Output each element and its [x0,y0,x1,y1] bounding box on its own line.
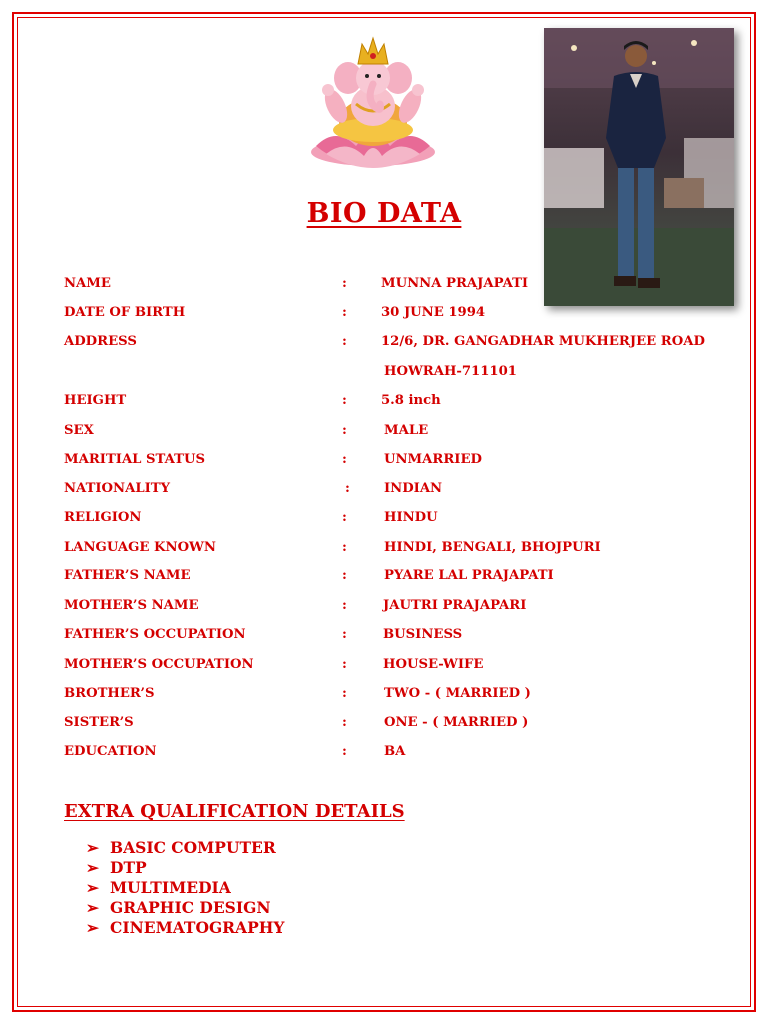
qualification-item [86,918,486,938]
field-row-nationality [64,481,744,501]
field-label: RELIGION [64,510,142,525]
field-separator: : [342,598,347,613]
field-value: HOUSE-WIFE [383,657,484,672]
field-row-dob [64,305,744,325]
field-value: BA [384,744,406,759]
field-row-brothers [64,686,744,706]
field-label: LANGUAGE KNOWN [64,540,216,555]
field-label: SISTER’S [64,715,134,730]
arrow-bullet-icon: ➢ [86,898,99,917]
field-value: PYARE LAL PRAJAPATI [384,568,554,583]
field-row-address-line2 [64,364,744,384]
field-value: HINDU [384,510,438,525]
field-label: HEIGHT [64,393,127,408]
qualification-text: DTP [110,858,147,877]
field-separator: : [342,540,347,555]
field-value: JAUTRI PRAJAPARI [383,598,527,613]
field-label: DATE OF BIRTH [64,305,186,320]
qualification-text: CINEMATOGRAPHY [110,918,285,937]
field-label: EDUCATION [64,744,157,759]
field-row-name [64,276,744,296]
field-separator: : [342,276,347,291]
field-label: FATHER’S OCCUPATION [64,627,246,642]
portrait-photo-art [544,28,734,306]
field-separator: : [345,481,350,496]
field-value: 12/6, DR. GANGADHAR MUKHERJEE ROAD [381,334,705,349]
arrow-bullet-icon: ➢ [86,838,99,857]
field-separator: : [342,510,347,525]
page-title: BIO DATA [306,198,462,229]
qualification-text: GRAPHIC DESIGN [110,898,271,917]
field-value: UNMARRIED [384,452,482,467]
field-value: MUNNA PRAJAPATI [381,276,529,291]
ganesha-illustration [306,34,440,170]
field-value: 5.8 inch [381,393,441,408]
extra-qualification-heading: EXTRA QUALIFICATION DETAILS [64,801,405,822]
field-value: MALE [384,423,429,438]
field-label: NATIONALITY [64,481,170,496]
portrait-photo [544,28,734,306]
field-separator: : [342,334,347,349]
field-row-mother-occupation [64,657,744,677]
qualification-text: BASIC COMPUTER [110,838,276,857]
field-label: MARITIAL STATUS [64,452,205,467]
field-row-father-occupation [64,627,744,647]
field-label: SEX [64,423,94,438]
qualification-item [86,898,486,918]
field-row-height [64,393,744,413]
field-row-mother-name [64,598,744,618]
field-separator: : [342,715,347,730]
arrow-bullet-icon: ➢ [86,918,99,937]
field-separator: : [342,744,347,759]
field-label: NAME [64,276,111,291]
field-value: TWO - ( MARRIED ) [384,686,531,701]
field-separator: : [342,305,347,320]
arrow-bullet-icon: ➢ [86,878,99,897]
arrow-bullet-icon: ➢ [86,858,99,877]
field-separator: : [342,657,347,672]
field-row-father-name [64,568,744,588]
qualification-item [86,878,486,898]
field-row-education [64,744,744,764]
field-label: BROTHER’S [64,686,155,701]
field-row-language [64,540,744,560]
qualification-text: MULTIMEDIA [110,878,231,897]
field-label: ADDRESS [64,334,137,349]
field-separator: : [342,627,347,642]
field-label: MOTHER’S NAME [64,598,199,613]
field-row-religion [64,510,744,530]
field-value: HOWRAH-711101 [384,364,517,379]
field-separator: : [342,423,347,438]
field-row-sex [64,423,744,443]
field-value: INDIAN [384,481,443,496]
field-row-address [64,334,744,354]
field-value: BUSINESS [383,627,463,642]
field-row-sisters [64,715,744,735]
qualification-item [86,858,486,878]
field-separator: : [342,393,347,408]
field-label: MOTHER’S OCCUPATION [64,657,254,672]
field-label: FATHER’S NAME [64,568,191,583]
field-separator: : [342,686,347,701]
field-separator: : [342,568,347,583]
field-value: ONE - ( MARRIED ) [384,715,529,730]
qualification-item [86,838,486,858]
field-row-marital-status [64,452,744,472]
field-separator: : [342,452,347,467]
field-value: HINDI, BENGALI, BHOJPURI [384,540,601,555]
field-value: 30 JUNE 1994 [381,305,486,320]
